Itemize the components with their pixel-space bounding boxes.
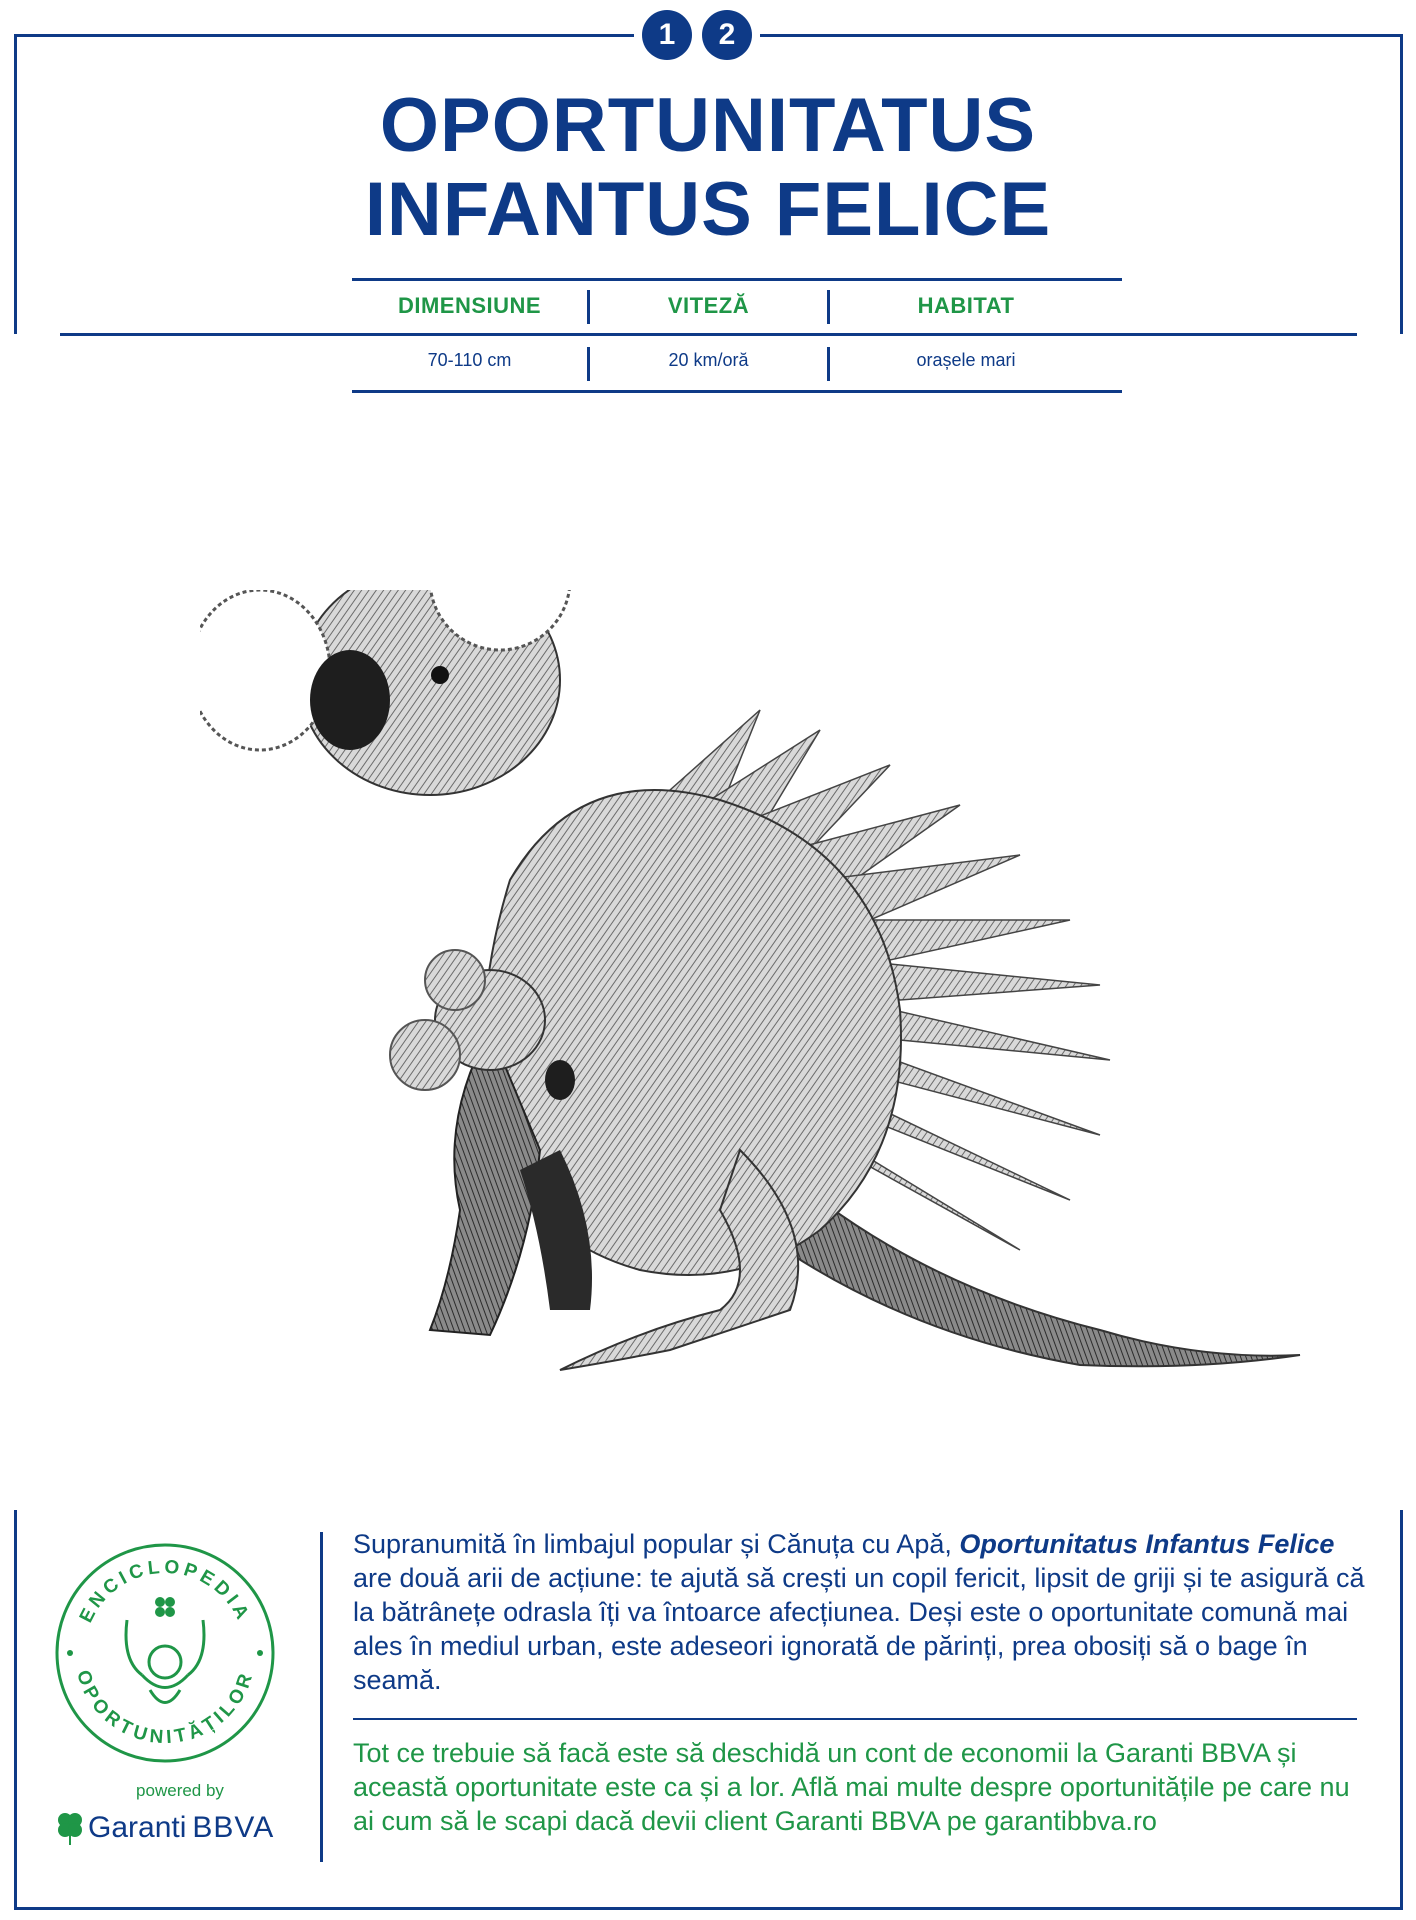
brand-garanti: Garanti	[88, 1811, 187, 1844]
svg-text:OPORTUNITĂȚILOR: OPORTUNITĂȚILOR	[71, 1667, 259, 1749]
size-value: 70-110 cm	[427, 350, 512, 370]
svg-text:ENCICLOPEDIA: ENCICLOPEDIA	[75, 1556, 255, 1627]
stats-middle-rule	[60, 333, 1357, 336]
speed-value: 20 km/oră	[668, 350, 749, 370]
page-number-1: 1	[642, 10, 692, 60]
text-divider	[353, 1718, 1357, 1720]
powered-by-label: powered by	[136, 1781, 224, 1800]
species-name: Oportunitatus Infantus Felice	[959, 1529, 1335, 1559]
frame-left-bottom	[14, 1510, 17, 1910]
koala-kangaroo-illustration	[200, 590, 1350, 1390]
brand-bbva: BBVA	[192, 1811, 275, 1844]
frame-top-right	[760, 34, 1403, 37]
page-number-2: 2	[702, 10, 752, 60]
clover-icon	[56, 1811, 84, 1845]
enciclopedia-seal-logo	[52, 1540, 278, 1766]
frame-top-left	[14, 34, 634, 37]
size-label: DIMENSIUNE	[397, 293, 542, 318]
frame-bottom	[14, 1907, 1403, 1910]
column-divider	[320, 1532, 323, 1862]
habitat-value: orașele mari	[916, 350, 1016, 370]
stats-bottom-rule	[352, 390, 1122, 393]
description-part-2: are două arii de acțiune: te ajută să crești un copil fericit, lipsit de griji și te asigură că la bătrânețe odrasla îți va întoarce afecțiunea. Deși este o oportunitate comună mai ales în mediul urban, este adeseori ignorată de părinți, prea obosiți să o bage în seamă.	[353, 1563, 1365, 1695]
call-to-action: Tot ce trebuie să facă este să deschidă un cont de economii la Garanti BBVA și această oportunitate este ca și a lor. Află mai multe despre oportunitățile pe care nu ai cum să le scapi dacă devii client Garanti BBVA pe garantibbva.ro	[353, 1738, 1350, 1836]
species-description	[353, 1527, 1373, 1697]
speed-label: VITEZĂ	[667, 293, 750, 318]
stats-top-rule	[352, 278, 1122, 281]
habitat-label: HABITAT	[917, 293, 1015, 318]
description-part-1: Supranumită în limbajul popular și Cănuța cu Apă,	[353, 1529, 960, 1559]
garanti-bbva-logo	[56, 1808, 274, 1848]
frame-right-bottom	[1400, 1510, 1403, 1910]
page-title-line-2: INFANTUS FELICE	[364, 167, 1052, 252]
page-title-line-1: OPORTUNITATUS	[379, 83, 1037, 168]
